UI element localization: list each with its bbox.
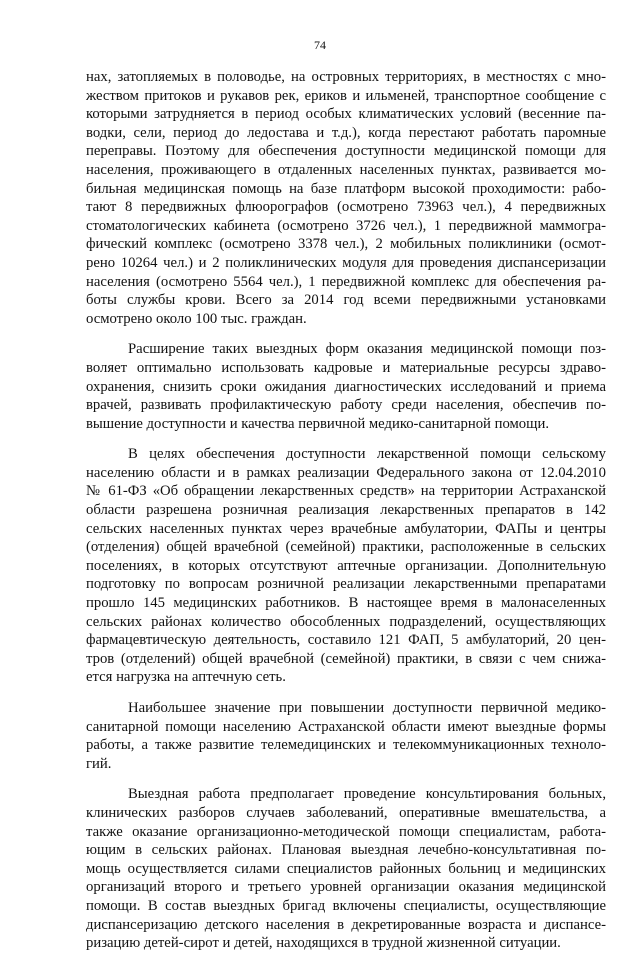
text-line: тров (отделений) общей врачебной (семейной) практики, в связи с чем снижа- bbox=[86, 650, 606, 667]
text-line: населения (осмотрено 5564 чел.), 1 передвижной комплекс для обеспечения ра- bbox=[86, 273, 606, 290]
paragraph bbox=[86, 445, 606, 687]
text-line: подготовку по вопросам розничной реализации лекарственными препаратами bbox=[86, 576, 606, 593]
text-line: В целях обеспечения доступности лекарственной помощи сельскому bbox=[128, 446, 606, 463]
text-line: клинических разборов случаев заболеваний, оперативные вмешательства, а bbox=[86, 804, 606, 821]
paragraph bbox=[86, 340, 606, 433]
text-line: населению области и в рамках реализации Федерального закона от 12.04.2010 bbox=[86, 464, 606, 481]
text-line: ризацию детей-сирот и детей, находящихся в трудной жизненной ситуации. bbox=[86, 935, 561, 952]
text-line: гий. bbox=[86, 755, 112, 772]
paragraph bbox=[86, 785, 606, 952]
text-line: фармацевтическую деятельность, составило 121 ФАП, 5 амбулаторий, 20 цен- bbox=[86, 632, 606, 649]
text-line: тают 8 передвижных флюорографов (осмотрено 73963 чел.), 4 передвижных bbox=[86, 199, 606, 216]
text-line: фический комплекс (осмотрено 3378 чел.), 2 мобильных поликлиники (осмот- bbox=[86, 236, 606, 253]
text-line: сельских населенных пунктах через врачебные амбулатории, ФАПы и центры bbox=[86, 520, 606, 537]
text-line: помощи. В состав выездных бригад включены специалисты, осуществляющие bbox=[86, 897, 606, 914]
text-line: ется нагрузка на аптечную сеть. bbox=[86, 669, 286, 686]
text-line: сельских районах количество обособленных подразделений, осуществляющих bbox=[86, 613, 606, 630]
text-line: поселениях, в которых отсутствуют аптечные организации. Дополнительную bbox=[86, 557, 606, 574]
text-line: осмотрено около 100 тыс. граждан. bbox=[86, 310, 307, 327]
text-line: диспансеризацию детского населения в декретированные возраста и диспансе- bbox=[86, 916, 606, 933]
text-line: № 61-ФЗ «Об обращении лекарственных средств» на территории Астраханской bbox=[86, 483, 606, 500]
text-line: воляет оптимально использовать кадровые и материальные ресурсы здраво- bbox=[86, 359, 606, 376]
text-line: переправы. Поэтому для обеспечения доступности медицинской помощи для bbox=[86, 143, 606, 160]
text-line: санитарной помощи населению Астраханской области имеют выездные формы bbox=[86, 718, 606, 735]
text-line: врачей, развивать профилактическую работу среди населения, обеспечив по- bbox=[86, 397, 606, 414]
text-line: также оказание организационно-методической помощи специалистам, работа- bbox=[86, 823, 606, 840]
text-line: организаций второго и третьего уровней организации оказания медицинской bbox=[86, 879, 606, 896]
text-line: (отделения) общей врачебной (семейной) практики, расположенные в сельских bbox=[86, 539, 606, 556]
text-line: работы, а также развитие телемедицинских и телекоммуникационных техноло- bbox=[86, 737, 606, 754]
text-line: боты службы крови. Всего за 2014 год всеми передвижными установками bbox=[86, 292, 606, 309]
body-text bbox=[86, 68, 606, 965]
text-line: ющим в сельских районах. Плановая выездная лечебно-консультативная по- bbox=[86, 842, 606, 859]
text-line: нах, затопляемых в половодье, на островных территориях, в местностях с мно- bbox=[86, 69, 606, 85]
text-line: Выездная работа предполагает проведение консультирования больных, bbox=[128, 786, 606, 803]
text-line: охранения, снизить сроки ожидания диагностических исследований и приема bbox=[86, 378, 606, 395]
paragraph bbox=[86, 68, 606, 328]
text-line: мощь осуществляется силами специалистов районных больниц и медицинских bbox=[86, 860, 606, 877]
text-line: водки, сели, период до ледостава и т.д.), когда перестают работать паромные bbox=[86, 124, 606, 141]
paragraph bbox=[86, 699, 606, 773]
text-line: населения, проживающего в отдаленных населенных пунктах, развивается мо- bbox=[86, 161, 606, 178]
text-line: бильная медицинская помощь на базе платформ высокой проходимости: рабо- bbox=[86, 180, 606, 197]
text-line: которыми затрудняется в период особых климатических условий (весенние па- bbox=[86, 106, 606, 123]
text-line: рено 10264 чел.) и 2 поликлинических модуля для проведения диспансеризации bbox=[86, 254, 606, 271]
text-line: вышение доступности и качества первичной медико-санитарной помощи. bbox=[86, 415, 549, 432]
text-line: области разрешена розничная реализация лекарственных препаратов в 142 bbox=[86, 502, 606, 519]
text-line: Расширение таких выездных форм оказания медицинской помощи поз- bbox=[128, 341, 606, 358]
text-line: Наибольшее значение при повышении доступности первичной медико- bbox=[128, 700, 606, 716]
page-number: 74 bbox=[314, 38, 326, 52]
text-line: прошло 145 медицинских работников. В настоящее время в малонаселенных bbox=[86, 595, 606, 612]
text-line: стоматологических кабинета (осмотрено 3726 чел.), 1 передвижной маммогра- bbox=[86, 217, 606, 234]
text-line: жеством притоков и рукавов рек, ериков и ильменей, транспортное сообщение с bbox=[86, 87, 606, 104]
